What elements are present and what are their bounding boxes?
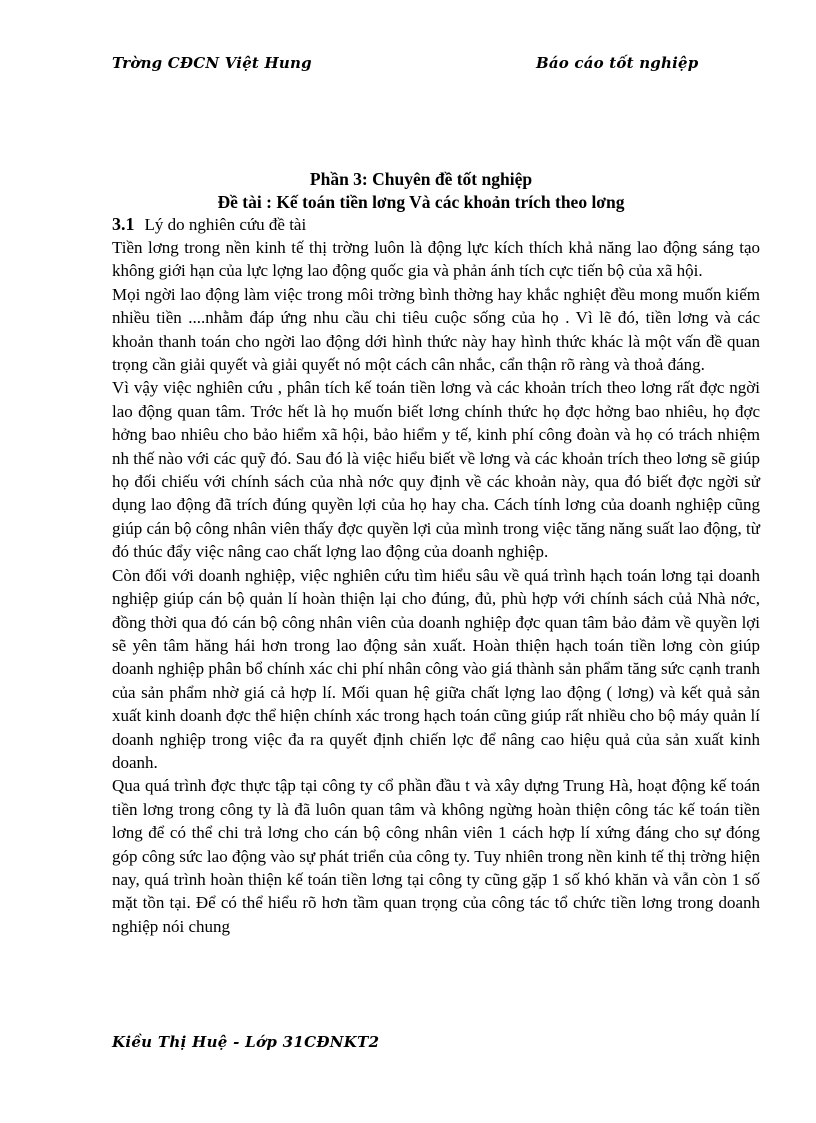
- body-text: [112, 236, 760, 938]
- paragraph: Vì vậy việc nghiên cứu , phân tích kế toán tiền lơng và các khoản trích theo lơng rất đợc ngời lao động quan tâm. Trớc hết là họ muốn biết lơng chính thức họ đợc hởng bao nhiêu, họ đợc hởng bao nhiêu cho bảo hiểm xã hội, bảo hiểm y tế, kinh phí công đoàn và họ có trách nhiệm nh thế nào với các quỹ đó. Sau đó là việc hiểu biết về lơng và các khoản trích theo lơng sẽ giúp họ đối chiếu với chính sách của nhà nớc quy định về các khoản này, qua đó biết đợc ngời sử dụng lao động đã trích đúng quyền lợi của họ hay cha. Cách tính lơng của doanh nghiệp cũng giúp cán bộ công nhân viên thấy đợc quyền lợi của mình trong việc tăng năng suất lao động, từ đó thúc đẩy việc nâng cao chất lợng lao động của doanh nghiệp.: [112, 378, 760, 562]
- section-number: 3.1: [112, 214, 135, 234]
- section-title: Lý do nghiên cứu đề tài: [144, 215, 307, 234]
- paragraph: Tiền lơng trong nền kinh tế thị trờng luôn là động lực kích thích khả năng lao động sáng tạo không giới hạn của lực lợng lao động quốc gia và phản ánh tích cực tiến bộ của xã hội.: [112, 238, 760, 281]
- header-report-type: Báo cáo tốt nghiệp: [536, 54, 699, 72]
- paragraph: Qua quá trình đợc thực tập tại công ty cổ phần đầu t và xây dựng Trung Hà, hoạt động kế toán tiền lơng trong công ty là đã luôn quan tâm và không ngừng hoàn thiện công tác kế toán tiền lơng để có thể chi trả lơng cho cán bộ công nhân viên 1 cách hợp lí xứng đáng cho sự đóng góp công sức lao động vào sự phát triển của công ty. Tuy nhiên trong nền kinh tế thị trờng hiện nay, quá trình hoàn thiện kế toán tiền lơng tại công ty cũng gặp 1 số khó khăn và vẫn còn 1 số mặt tồn tại. Để có thể hiểu rõ hơn tầm quan trọng của công tác tổ chức tiền lơng trong doanh nghiệp nói chung: [112, 776, 760, 936]
- paragraph: Còn đối với doanh nghiệp, việc nghiên cứu tìm hiểu sâu về quá trình hạch toán lơng tại doanh nghiệp giúp cán bộ quản lí hoàn thiện lại cho đúng, đủ, phù hợp với chính sách củả Nhà nớc, đồng thời qua đó cán bộ công nhân viên của doanh nghiệp đợc quan tâm bảo đảm về quyền lợi sẽ yên tâm hăng hái hơn trong lao động sản xuất. Hoàn thiện hạch toán tiền lơng còn giúp doanh nghiệp phân bổ chính xác chi phí nhân công vào giá thành sản phẩm tăng sức cạnh tranh của sản phẩm nhờ giá cả hợp lí. Mối quan hệ giữa chất lợng lao động ( lơng) và kết quả sản xuất kinh doanh đợc thể hiện chính xác trong hạch toán cũng giúp rất nhiều cho bộ máy quản lí doanh nghiệp trong việc đa ra quyết định chiến lợc để nâng cao hiệu quả của sản xuất kinh doanh.: [112, 565, 760, 772]
- topic-title: Đề tài : Kế toán tiền lơng Và các khoản trích theo lơng: [217, 192, 625, 212]
- footer-author: Kiều Thị Huệ - Lớp 31CĐNKT2: [112, 1033, 380, 1051]
- header-school: Trờng CĐCN Việt Hung: [112, 54, 312, 72]
- section-heading: [112, 214, 306, 235]
- title-block: [0, 168, 816, 214]
- paragraph: Mọi ngời lao động làm việc trong môi trờng bình thờng hay khắc nghiệt đều mong muốn kiếm nhiều tiền ....nhằm đáp ứng nhu cầu chi tiêu cuộc sống của họ . Vì lẽ đó, tiền lơng và các khoản thanh toán cho ngời lao động dới hình thức này hay hình thức khác là một vấn đề quan trọng cần giải quyết và giải quyết nó một cách cân nhắc, cẩn thận rõ ràng và thoả đáng.: [112, 284, 760, 375]
- part-title: Phần 3: Chuyên đề tốt nghiệp: [309, 169, 533, 189]
